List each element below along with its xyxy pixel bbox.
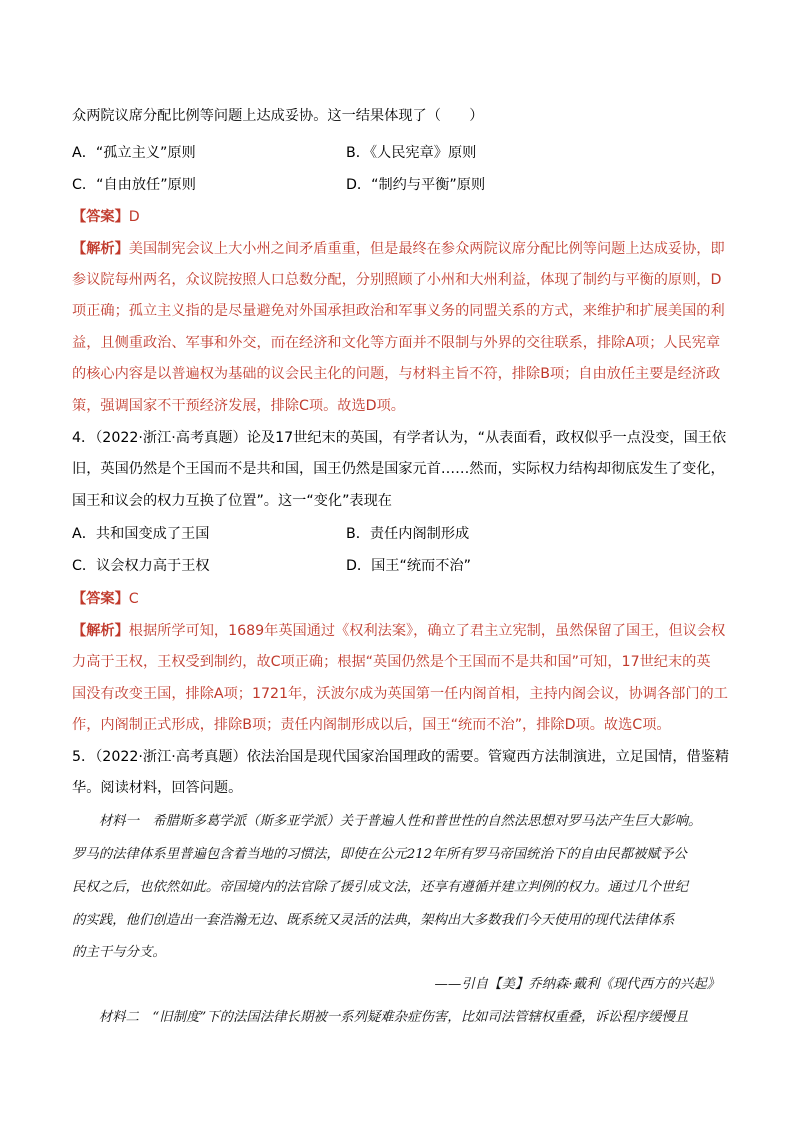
q3-option-b: B．《人民宪章》原则: [346, 145, 477, 161]
q3-analysis-line-1: 【解析】美国制宪会议上大小州之间矛盾重重，但是最终在参众两院议席分配比例等问题上达成妥协，即: [72, 241, 725, 257]
q3-option-a: A．“孤立主义”原则: [72, 145, 196, 161]
q5-material1-source: ——引自【美】乔纳森·戴利《现代西方的兴起》: [434, 977, 720, 992]
q5-material1-line-4: 的实践，他们创造出一套浩瀚无边、既系统又灵活的法典，架构出大多数我们今天使用的现代法律体系: [72, 913, 675, 928]
q3-analysis-line-4: 益，且侧重政治、军事和外交，而在经济和文化等方面并不限制与外界的交往联系，排除A项；人民宪章: [72, 335, 721, 351]
q4-option-d: D．国王“统而不治”: [346, 558, 471, 574]
q4-analysis-line-2: 力高于王权，王权受到制约，故C项正确；根据“英国仍然是个王国而不是共和国”可知，17世纪末的英: [72, 654, 711, 670]
q3-analysis-line-6: 策，强调国家不干预经济发展，排除C项。故选D项。: [72, 398, 405, 414]
q4-analysis-line-3: 国没有改变王国，排除A项；1721年，沃波尔成为英国第一任内阁首相，主持内阁会议，协调各部门的工: [72, 686, 728, 702]
q3-option-c: C．“自由放任”原则: [72, 177, 196, 193]
q3-answer-tag: 【答案】: [72, 209, 129, 225]
q3-analysis-line-2: 参议院每州两名，众议院按照人口总数分配，分别照顾了小州和大州利益，体现了制约与平衡的原则，D: [72, 272, 722, 288]
q4-answer-tag: 【答案】: [72, 591, 129, 607]
q4-analysis-line-1: 【解析】根据所学可知，1689年英国通过《权利法案》，确立了君主立宪制，虽然保留了国王，但议会权: [72, 623, 726, 639]
q3-answer-value: D: [128, 209, 140, 225]
q4-option-a: A．共和国变成了王国: [72, 526, 210, 542]
q4-answer-value: C: [128, 591, 139, 607]
q5-stem-line-2: 华。阅读材料，回答问题。: [72, 780, 243, 796]
q5-material1-line-1: 材料一 希腊斯多葛学派（斯多亚学派）关于普遍人性和普世性的自然法思想对罗马法产生巨大影响。: [72, 814, 702, 829]
q3-analysis-line-3: 项正确；孤立主义指的是尽量避免对外国承担政治和军事义务的同盟关系的方式，来维护和扩展美国的利: [72, 303, 725, 319]
q5-material1-line-3: 民权之后，也依然如此。帝国境内的法官除了援引成文法，还享有遵循并建立判例的权力。通过几个世纪: [72, 880, 688, 895]
q5-material2-line-1: 材料二 “旧制度”下的法国法律长期被一系列疑难杂症伤害，比如司法管辖权重叠，诉讼程序缓慢且: [72, 1010, 689, 1025]
q3-analysis-tag: 【解析】: [72, 241, 129, 257]
q3-option-d: D．“制约与平衡”原则: [346, 177, 486, 193]
q3-stem: 众两院议席分配比例等问题上达成妥协。这一结果体现了（ ）: [72, 108, 484, 124]
q4-analysis-line-4: 作，内阁制正式形成，排除B项；责任内阁制形成以后，国王“统而不治”，排除D项。故选C项。: [72, 717, 671, 733]
q5-stem-line-1: 5．（2022·浙江·高考真题）依法治国是现代国家治国理政的需要。管窥西方法制演进，立足国情，借鉴精: [72, 749, 730, 765]
q3-analysis-line-5: 的核心内容是以普遍权为基础的议会民主化的问题，与材料主旨不符，排除B项；自由放任主要是经济政: [72, 366, 721, 382]
q5-material1-line-5: 的主干与分支。: [72, 945, 166, 960]
q4-stem-line-2: 旧，英国仍然是个王国而不是共和国，国王仍然是国家元首……然而，实际权力结构却彻底发生了变化，: [72, 461, 725, 477]
q4-answer: [72, 589, 139, 609]
q5-material1-line-2: 罗马的法律体系里普遍包含着当地的习惯法，即使在公元212年所有罗马帝国统治下的自由民都被赋予公: [72, 847, 687, 862]
q3-answer: [72, 207, 140, 227]
q4-stem-line-1: 4．（2022·浙江·高考真题）论及17世纪末的英国，有学者认为，“从表面看，政权似乎一点没变，国王依: [72, 430, 727, 446]
q4-analysis-tag: 【解析】: [72, 623, 129, 639]
q4-option-c: C．议会权力高于王权: [72, 558, 210, 574]
q4-stem-line-3: 国王和议会的权力互换了位置”。这一“变化”表现在: [72, 493, 392, 509]
q4-option-b: B．责任内阁制形成: [346, 526, 470, 542]
